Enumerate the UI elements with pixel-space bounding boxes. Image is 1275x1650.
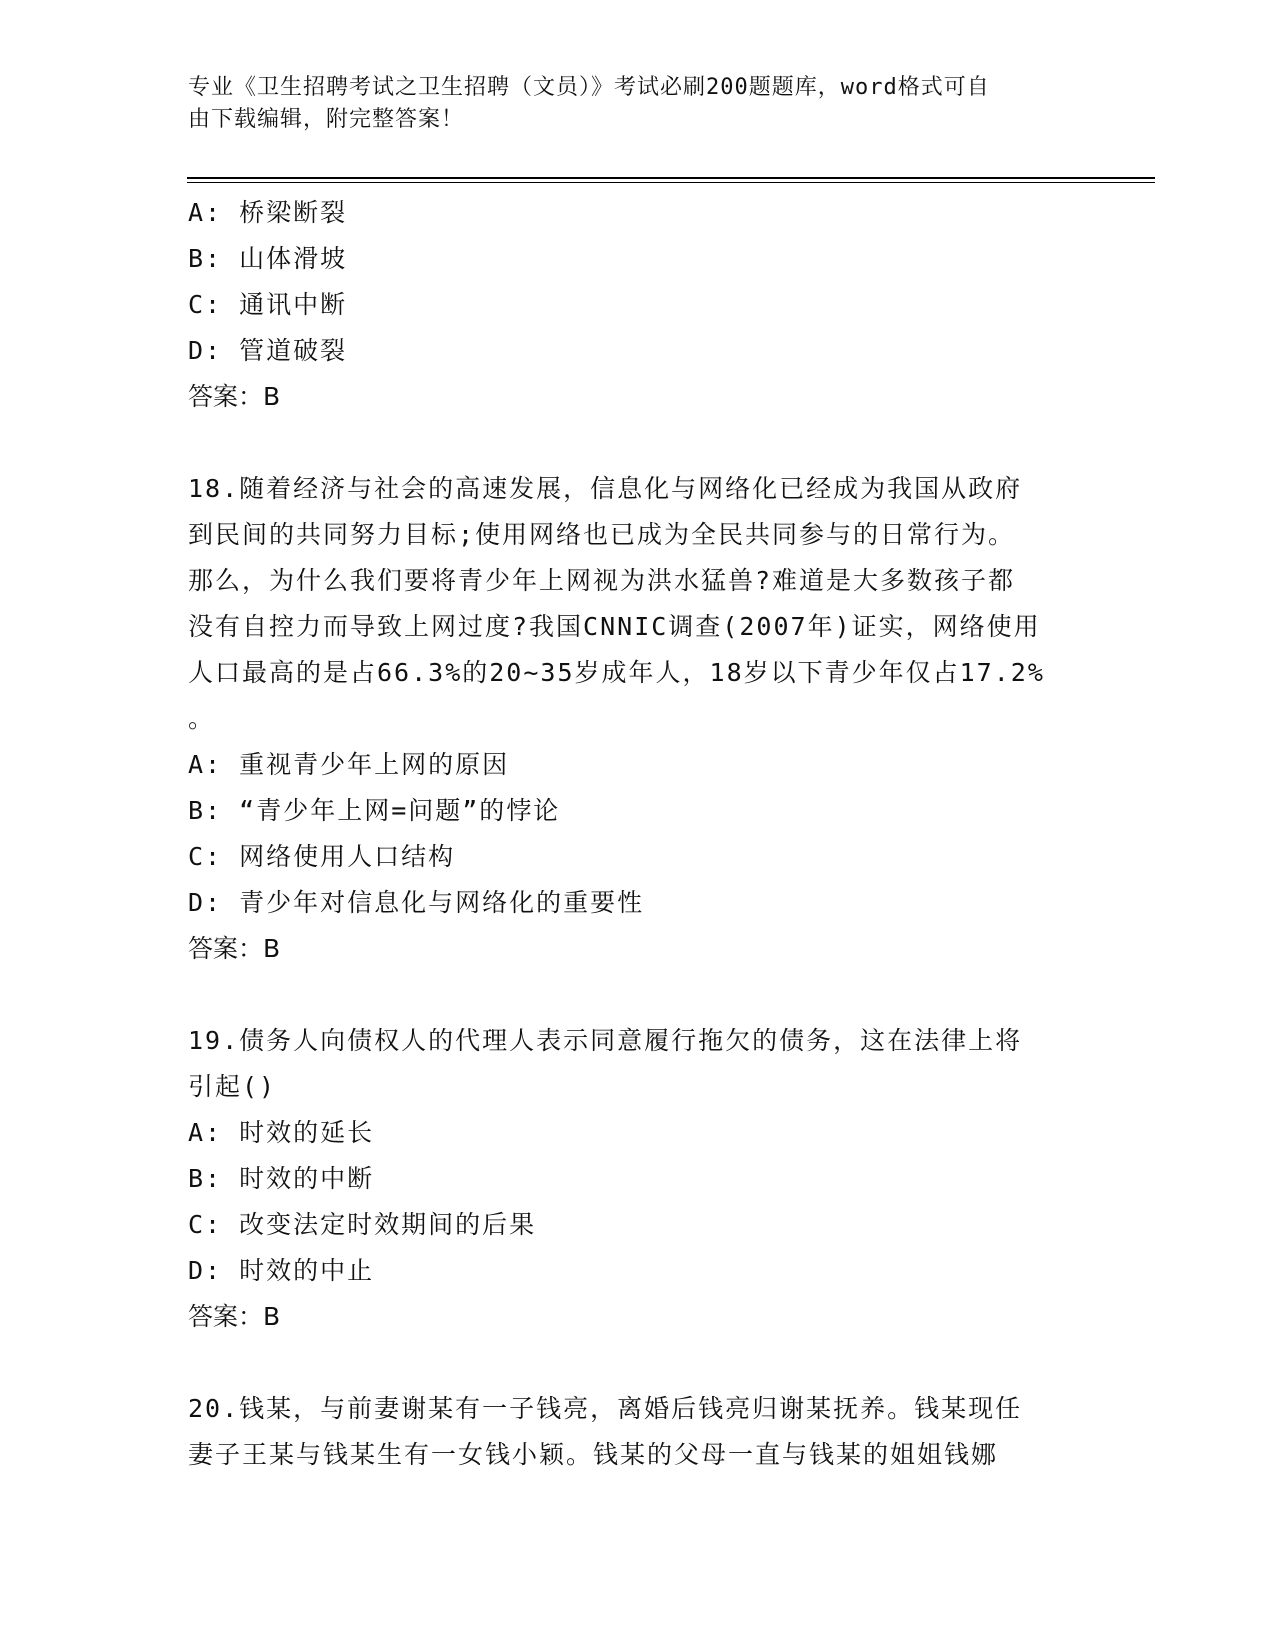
q17-option-d: D: 管道破裂 xyxy=(188,336,348,365)
q17-option-a: A: 桥梁断裂 xyxy=(188,198,348,227)
q19-option-c: C: 改变法定时效期间的后果 xyxy=(188,1210,537,1239)
q19-option-b: B: 时效的中断 xyxy=(188,1164,375,1193)
document-header xyxy=(188,72,1088,136)
spacer xyxy=(188,972,1088,1018)
spacer xyxy=(188,420,1088,466)
header-rule-thin xyxy=(187,182,1155,183)
q20-text-line: 20.钱某，与前妻谢某有一子钱亮，离婚后钱亮归谢某抚养。钱某现任 xyxy=(188,1394,1023,1423)
question-content xyxy=(188,190,1088,1478)
q19-option-d: D: 时效的中止 xyxy=(188,1256,375,1285)
q18-text-line: 人口最高的是占66.3%的20~35岁成年人，18岁以下青少年仅占17.2% xyxy=(188,658,1045,687)
question-19 xyxy=(188,1018,1088,1340)
q18-text-line: 。 xyxy=(188,704,216,733)
q17-option-c: C: 通讯中断 xyxy=(188,290,348,319)
q18-text-line: 到民间的共同努力目标;使用网络也已成为全民共同参与的日常行为。 xyxy=(188,520,1016,549)
q18-text-line: 18.随着经济与社会的高速发展，信息化与网络化已经成为我国从政府 xyxy=(188,474,1023,503)
header-line-2: 由下载编辑，附完整答案！ xyxy=(188,107,465,132)
q18-text-line: 没有自控力而导致上网过度?我国CNNIC调查(2007年)证实，网络使用 xyxy=(188,612,1041,641)
question-17 xyxy=(188,190,1088,420)
q19-text-line: 引起() xyxy=(188,1072,277,1101)
q18-option-a: A: 重视青少年上网的原因 xyxy=(188,750,510,779)
header-rule-thick xyxy=(187,177,1155,179)
q18-text-line: 那么，为什么我们要将青少年上网视为洪水猛兽?难道是大多数孩子都 xyxy=(188,566,1016,595)
q18-option-c: C: 网络使用人口结构 xyxy=(188,842,456,871)
header-line-1: 专业《卫生招聘考试之卫生招聘（文员）》考试必刷200题题库，word格式可自 xyxy=(188,75,990,100)
q19-answer: 答案：B xyxy=(188,1302,281,1331)
q18-option-d: D: 青少年对信息化与网络化的重要性 xyxy=(188,888,645,917)
question-20 xyxy=(188,1386,1088,1478)
q19-option-a: A: 时效的延长 xyxy=(188,1118,375,1147)
spacer xyxy=(188,1340,1088,1386)
question-18 xyxy=(188,466,1088,972)
q17-option-b: B: 山体滑坡 xyxy=(188,244,348,273)
q19-text-line: 19.债务人向债权人的代理人表示同意履行拖欠的债务，这在法律上将 xyxy=(188,1026,1023,1055)
q17-answer: 答案：B xyxy=(188,382,281,411)
q18-answer: 答案：B xyxy=(188,934,281,963)
q20-text-line: 妻子王某与钱某生有一女钱小颖。钱某的父母一直与钱某的姐姐钱娜 xyxy=(188,1440,999,1469)
q18-option-b: B: “青少年上网=问题”的悖论 xyxy=(188,796,561,825)
